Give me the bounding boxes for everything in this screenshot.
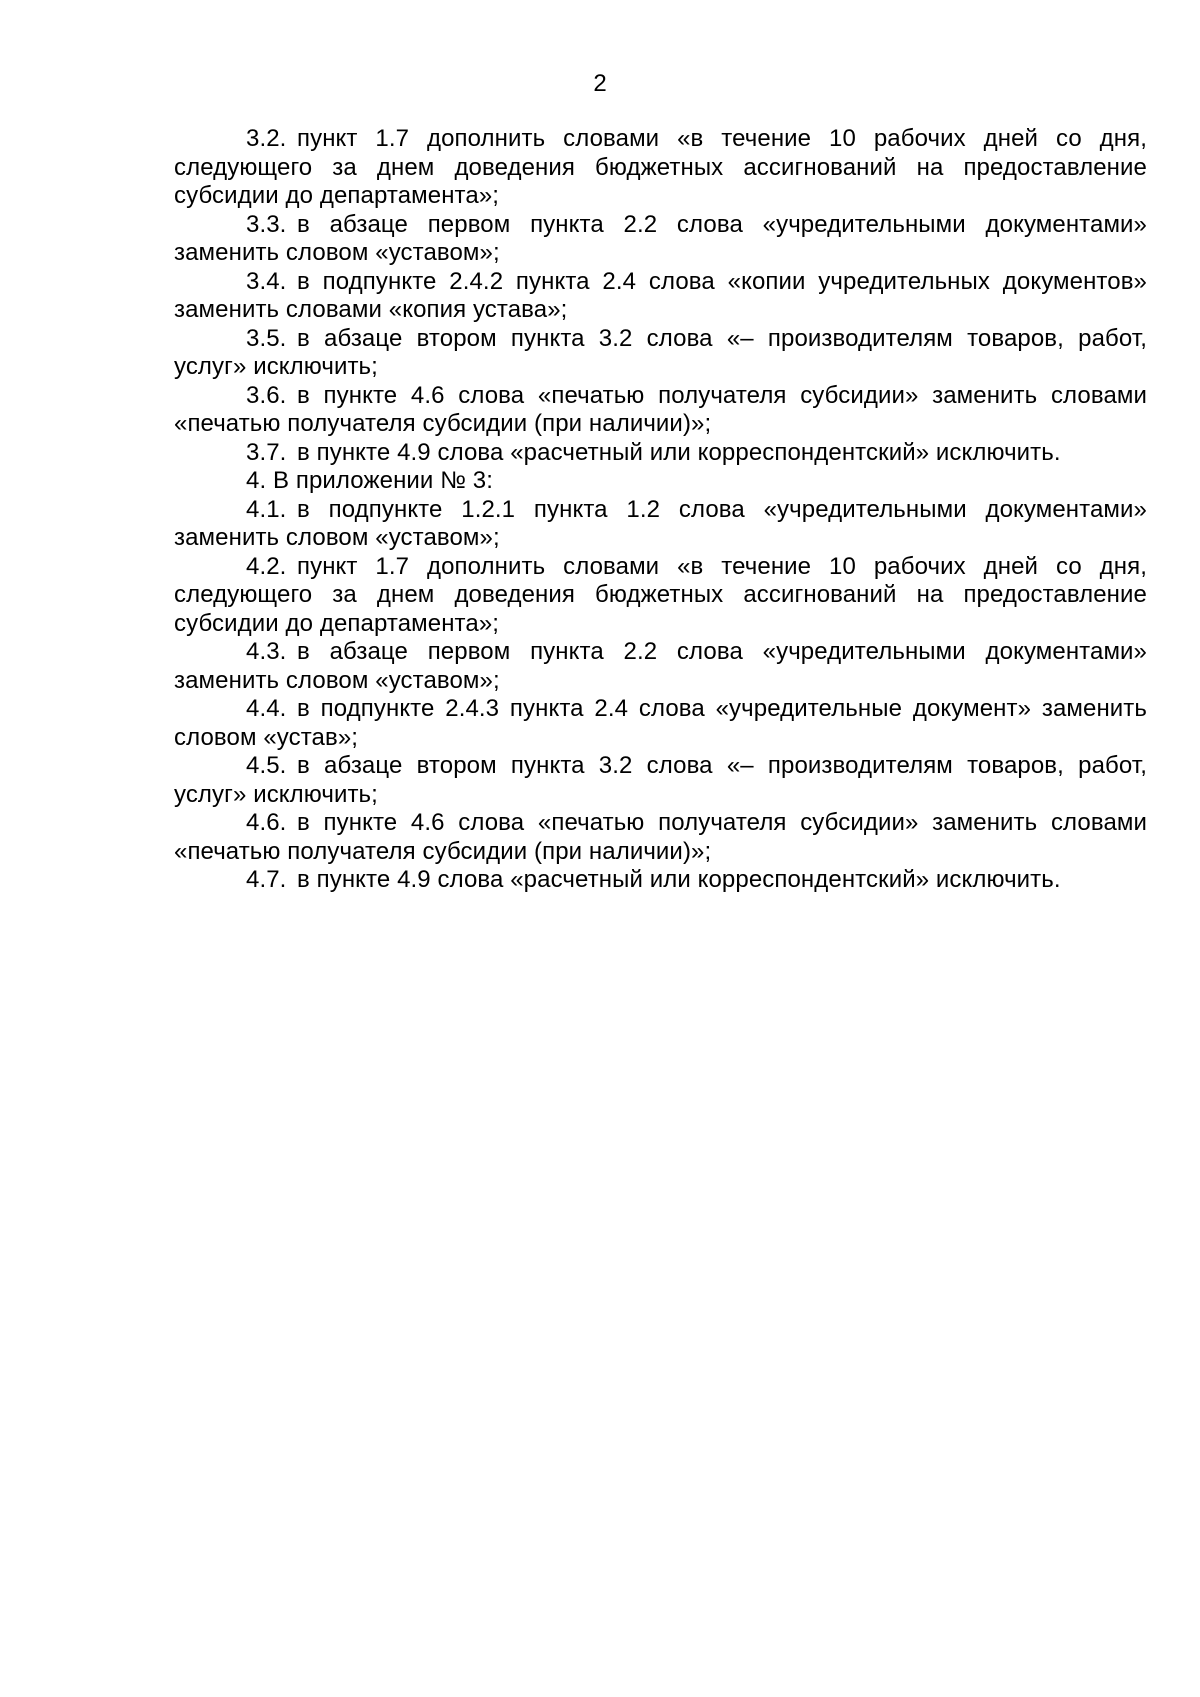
item-number: 4.2. — [246, 552, 287, 580]
paragraph-3-7 — [174, 439, 1147, 468]
paragraph-text: в пункте 4.6 слова «печатью получателя субсидии» заменить словами «печатью получателя субсидии (при наличии)»; — [174, 809, 1147, 865]
paragraph-3-2 — [174, 125, 1147, 211]
paragraph-4-5 — [174, 752, 1147, 809]
paragraph-text: в пункте 4.6 слова «печатью получателя субсидии» заменить словами «печатью получателя субсидии (при наличии)»; — [174, 381, 1147, 437]
paragraph-4-4 — [174, 695, 1147, 752]
item-number: 3.5. — [246, 324, 287, 352]
item-number: 3.3. — [246, 210, 287, 238]
item-number: 3.2. — [246, 125, 287, 152]
paragraph-4-7 — [174, 866, 1147, 895]
item-number: 4.6. — [246, 809, 287, 836]
paragraph-text: в абзаце первом пункта 2.2 слова «учредительными документами» заменить словом «уставом»; — [174, 638, 1147, 694]
paragraph-4-2 — [174, 553, 1147, 639]
paragraph-4-1 — [174, 496, 1147, 553]
paragraph-3-4 — [174, 268, 1147, 325]
paragraph-4-3 — [174, 638, 1147, 695]
paragraph-text: пункт 1.7 дополнить словами «в течение 10 рабочих дней со дня, следующего за днем доведения бюджетных ассигнований на предоставление субсидии до департамента»; — [174, 125, 1147, 209]
paragraph-text: в пункте 4.9 слова «расчетный или корреспондентский» исключить. — [297, 438, 1061, 466]
document-body — [174, 125, 1147, 895]
paragraph-text: в абзаце втором пункта 3.2 слова «– производителям товаров, работ, услуг» исключить; — [174, 324, 1147, 380]
paragraph-3-3 — [174, 211, 1147, 268]
paragraph-text: в абзаце втором пункта 3.2 слова «– производителям товаров, работ, услуг» исключить; — [174, 752, 1147, 808]
item-number: 3.4. — [246, 267, 287, 295]
paragraph-text: 4. В приложении № 3: — [246, 467, 494, 494]
paragraph-text: в пункте 4.9 слова «расчетный или корреспондентский» исключить. — [297, 866, 1061, 893]
page-number: 2 — [593, 70, 607, 97]
item-number: 4.3. — [246, 638, 287, 665]
item-number: 4.5. — [246, 752, 287, 779]
paragraph-text: в подпункте 2.4.2 пункта 2.4 слова «копии учредительных документов» заменить словами «копия устава»; — [174, 267, 1147, 323]
paragraph-section-4 — [174, 467, 1147, 496]
paragraph-text: в подпункте 1.2.1 пункта 1.2 слова «учредительными документами» заменить словом «уставом»; — [174, 495, 1147, 551]
paragraph-4-6 — [174, 809, 1147, 866]
item-number: 3.7. — [246, 438, 287, 466]
item-number: 4.7. — [246, 866, 287, 893]
item-number: 4.4. — [246, 695, 287, 722]
item-number: 3.6. — [246, 381, 287, 409]
paragraph-text: в абзаце первом пункта 2.2 слова «учредительными документами» заменить словом «уставом»; — [174, 210, 1147, 266]
paragraph-text: в подпункте 2.4.3 пункта 2.4 слова «учредительные документ» заменить словом «устав»; — [174, 695, 1147, 751]
paragraph-text: пункт 1.7 дополнить словами «в течение 10 рабочих дней со дня, следующего за днем доведения бюджетных ассигнований на предоставление субсидии до департамента»; — [174, 552, 1147, 637]
paragraph-3-6 — [174, 382, 1147, 439]
paragraph-3-5 — [174, 325, 1147, 382]
item-number: 4.1. — [246, 495, 287, 523]
